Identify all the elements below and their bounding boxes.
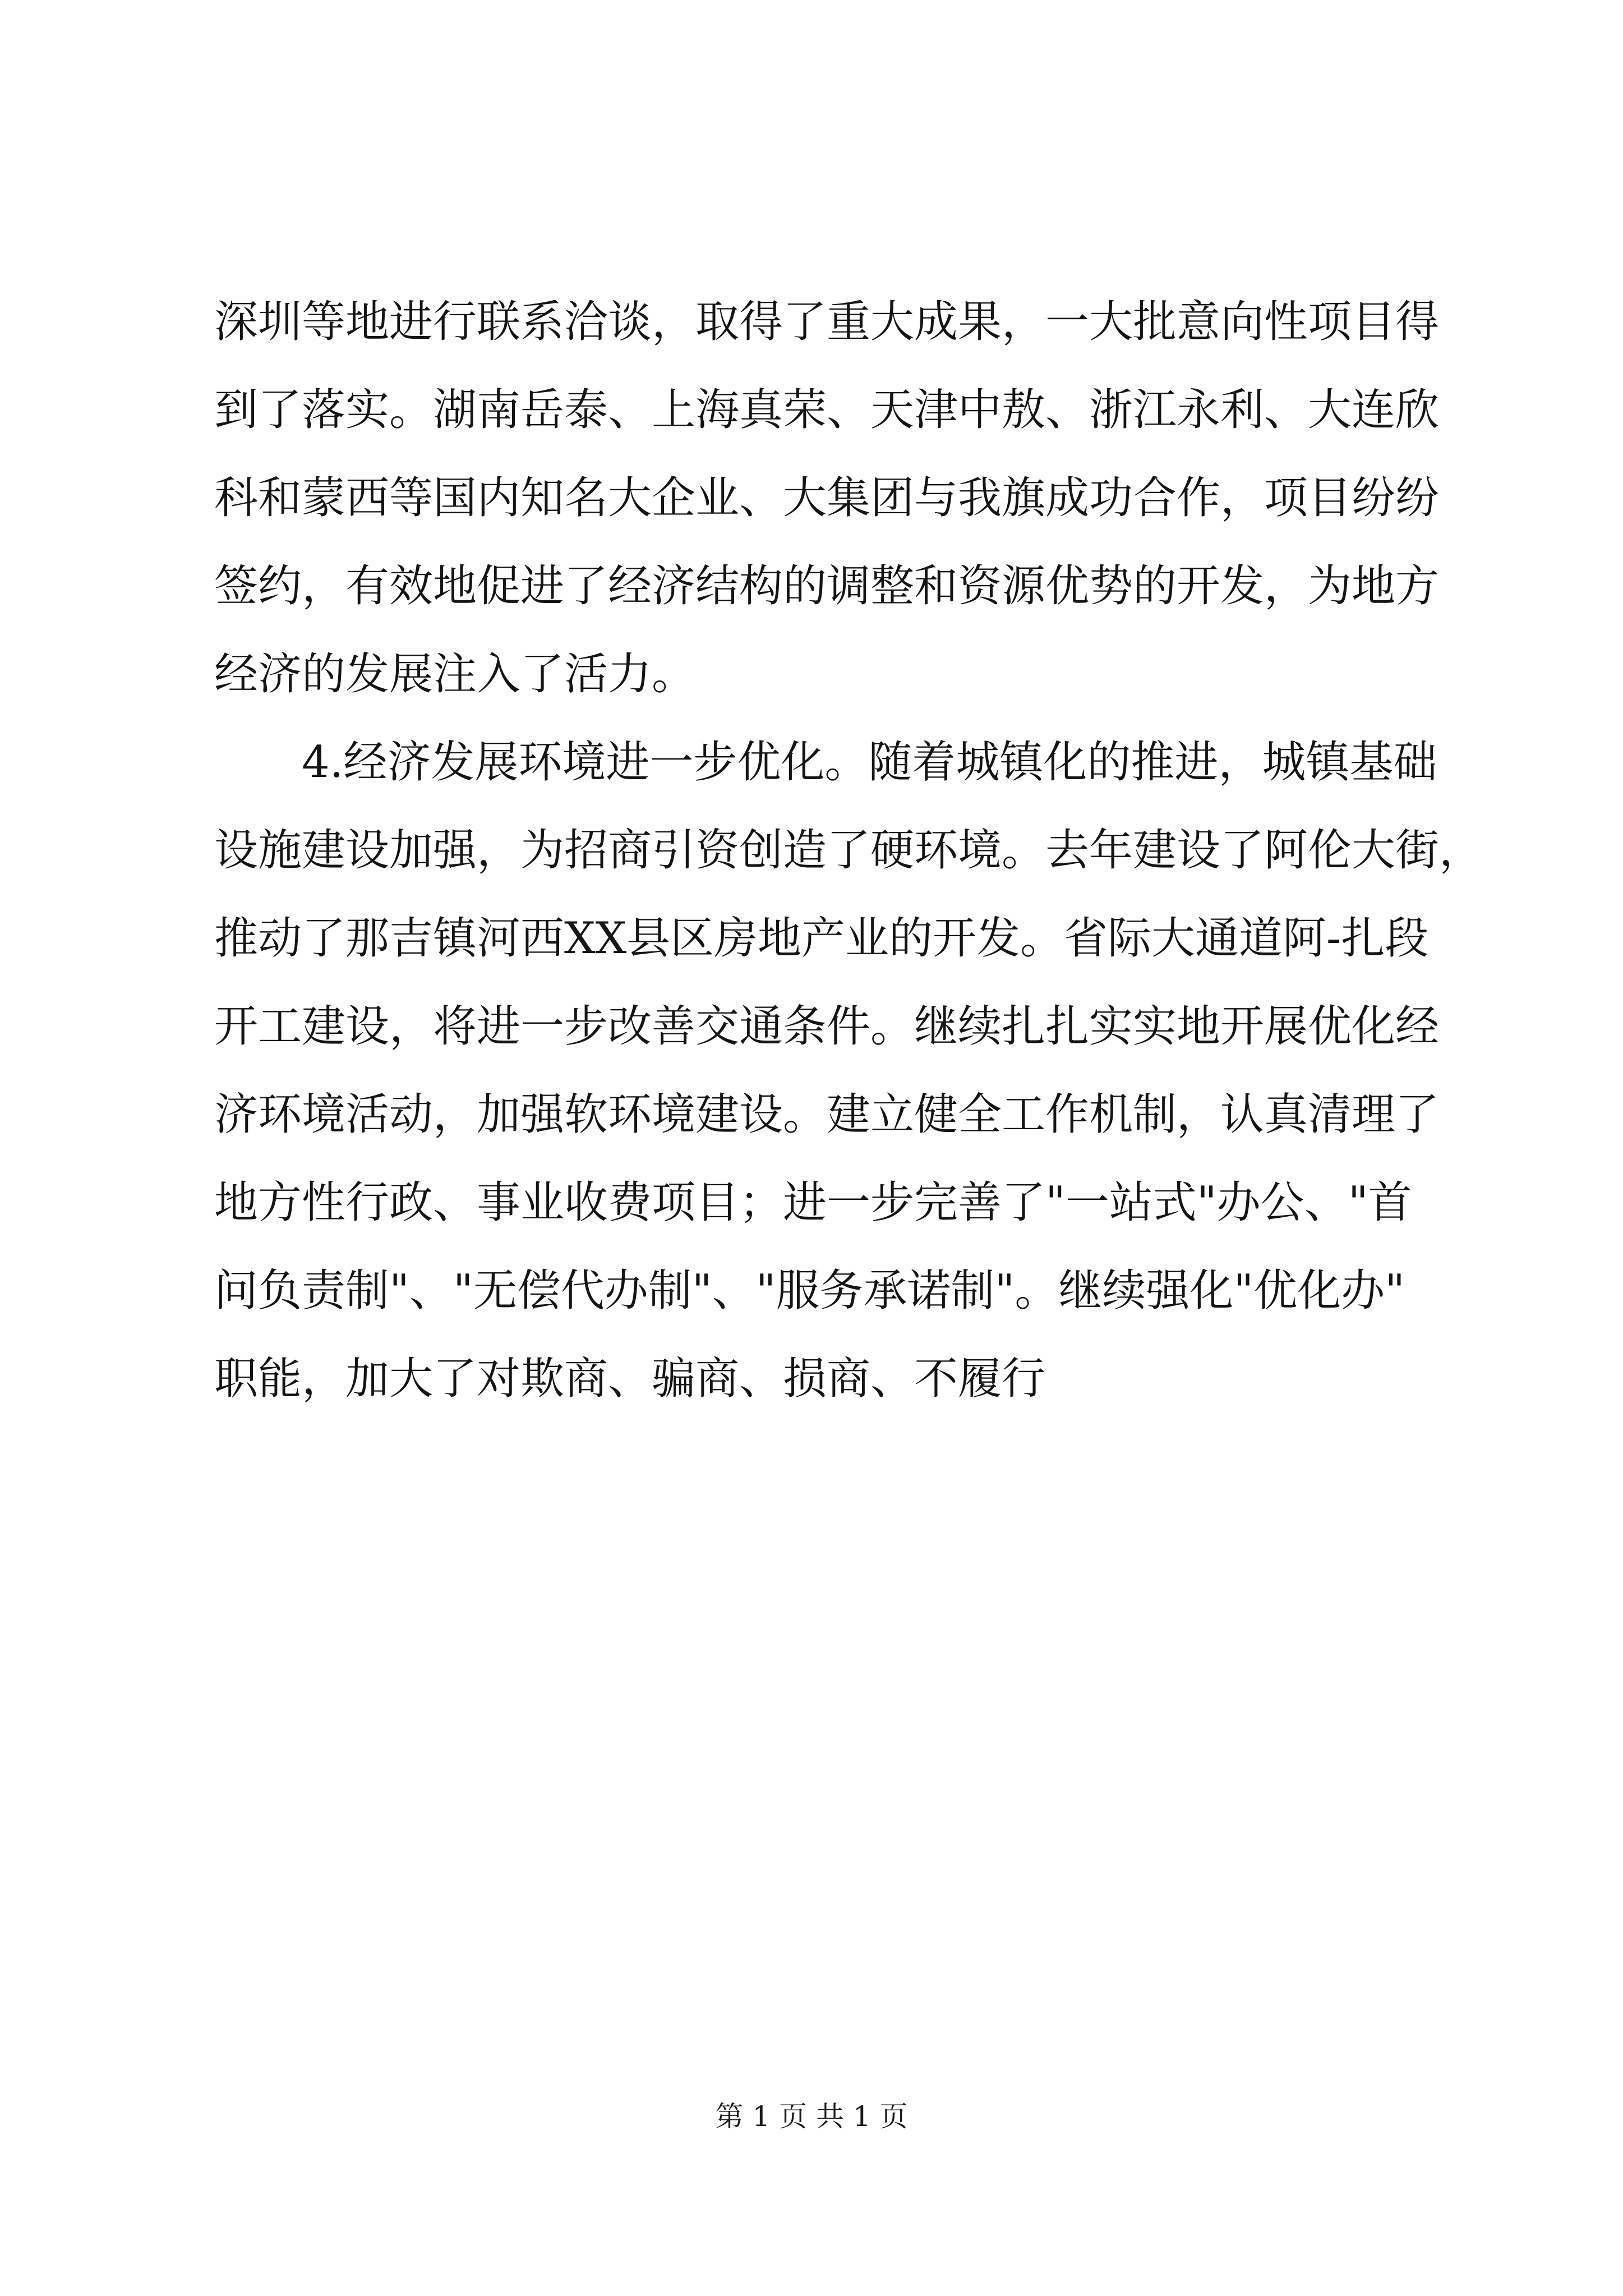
text-line: 签约，有效地促进了经济结构的调整和资源优势的开发，为地方 [214,561,1440,611]
text-line: 问负责制"、"无偿代办制"、"服务承诺制"。继续强化"优化办" [214,1266,1405,1316]
text-line: 推动了那吉镇河西XX县区房地产业的开发。省际大通道阿-扎段 [214,913,1429,964]
text-line: 职能，加大了对欺商、骗商、损商、不履行 [214,1354,1046,1404]
page-number-footer: 第 1 页 共 1 页 [715,2100,908,2133]
text-line: 经济的发展注入了活力。 [214,649,696,700]
text-line: 济环境活动，加强软环境建设。建立健全工作机制，认真清理了 [214,1089,1440,1140]
text-line: 深圳等地进行联系洽谈，取得了重大成果，一大批意向性项目得 [214,297,1440,347]
text-line: 到了落实。湖南岳泰、上海真荣、天津中敖、浙江永利、大连欣 [214,385,1440,435]
text-line: 地方性行政、事业收费项目；进一步完善了"一站式"办公、"首 [214,1177,1412,1228]
paragraph-start-line: 4.经济发展环境进一步优化。随着城镇化的推进，城镇基础 [302,737,1437,788]
text-line: 设施建设加强，为招商引资创造了硬环境。去年建设了阿伦大街， [214,825,1483,876]
text-line: 开工建设，将进一步改善交通条件。继续扎扎实实地开展优化经 [214,1001,1440,1052]
text-line: 科和蒙西等国内知名大企业、大集团与我旗成功合作，项目纷纷 [214,473,1440,523]
